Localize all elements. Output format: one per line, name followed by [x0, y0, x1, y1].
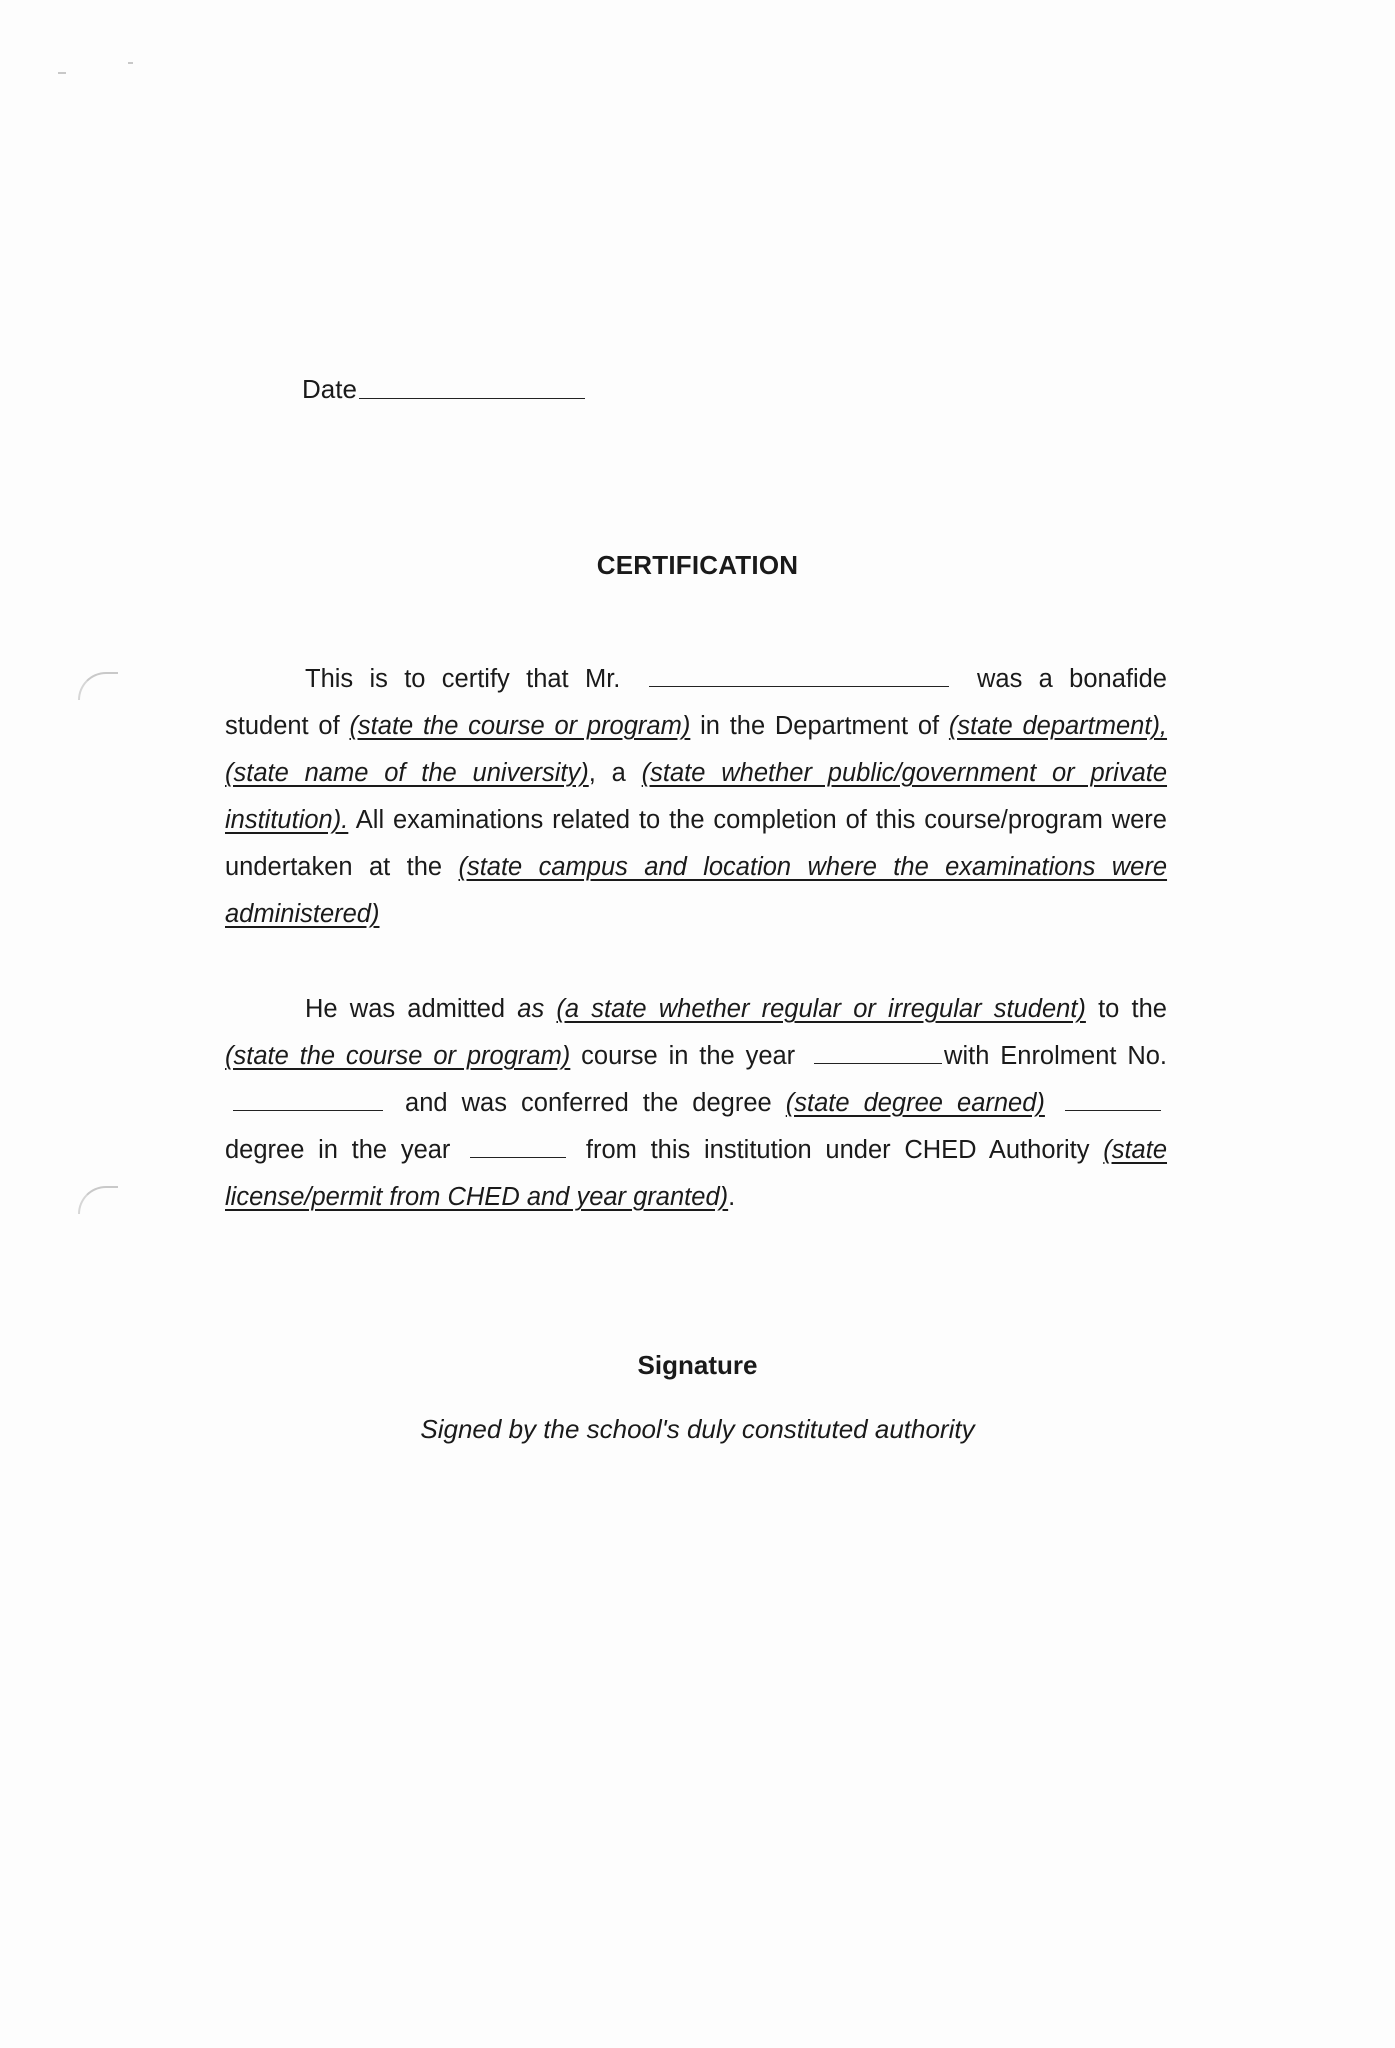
scan-speck: [58, 72, 66, 74]
placeholder-university: (state name of the university): [225, 759, 589, 787]
text-segment: All examinations related to the completion of this course/program were undertaken at the: [225, 806, 1167, 881]
certification-paragraph-2: [225, 986, 1167, 1221]
date-field: [302, 374, 585, 405]
text-segment: with Enrolment No.: [944, 1042, 1168, 1070]
text-segment: as: [517, 995, 545, 1023]
scan-artifact: [78, 1186, 118, 1214]
scan-speck: [128, 62, 133, 64]
date-label: Date: [302, 374, 357, 404]
text-segment: course in the year: [581, 1042, 796, 1070]
text-segment: was a bonafide student of: [225, 665, 1167, 740]
signature-note: Signed by the school's duly constituted authority: [420, 1414, 975, 1444]
text-segment: This is to certify that Mr.: [305, 665, 621, 693]
signature-heading: Signature: [637, 1350, 758, 1380]
text-segment: He was admitted: [305, 995, 506, 1023]
enrolment-blank: [233, 1109, 383, 1111]
placeholder-campus-location: (state campus and location where the examinations were administered): [225, 853, 1168, 928]
text-segment: in the Department of: [700, 712, 940, 740]
text-segment: to the: [1098, 995, 1167, 1023]
certification-paragraph-1: [225, 656, 1167, 938]
placeholder-department: (state department),: [948, 712, 1168, 740]
text-segment: degree in the year: [225, 1136, 451, 1164]
conferred-year-blank: [470, 1156, 566, 1158]
scan-artifact: [78, 672, 118, 700]
placeholder-course: (state the course or program): [349, 712, 691, 740]
name-blank: [649, 685, 949, 687]
text-segment: .: [728, 1183, 736, 1211]
degree-blank: [1065, 1109, 1161, 1111]
placeholder-course: (state the course or program): [225, 1042, 571, 1070]
text-segment: from this institution under CHED Authority: [585, 1136, 1090, 1164]
year-blank: [814, 1062, 942, 1064]
text-segment: , a: [588, 759, 626, 787]
placeholder-ched-permit: (state license/permit from CHED and year granted): [225, 1136, 1168, 1211]
date-blank: [359, 397, 585, 399]
document-title: CERTIFICATION: [596, 550, 799, 580]
placeholder-institution-type: (state whether public/government or private institution).: [225, 759, 1168, 834]
placeholder-degree: (state degree earned): [785, 1089, 1045, 1117]
text-segment: and was conferred the degree: [405, 1089, 772, 1117]
placeholder-student-status: (a state whether regular or irregular student): [556, 995, 1086, 1023]
